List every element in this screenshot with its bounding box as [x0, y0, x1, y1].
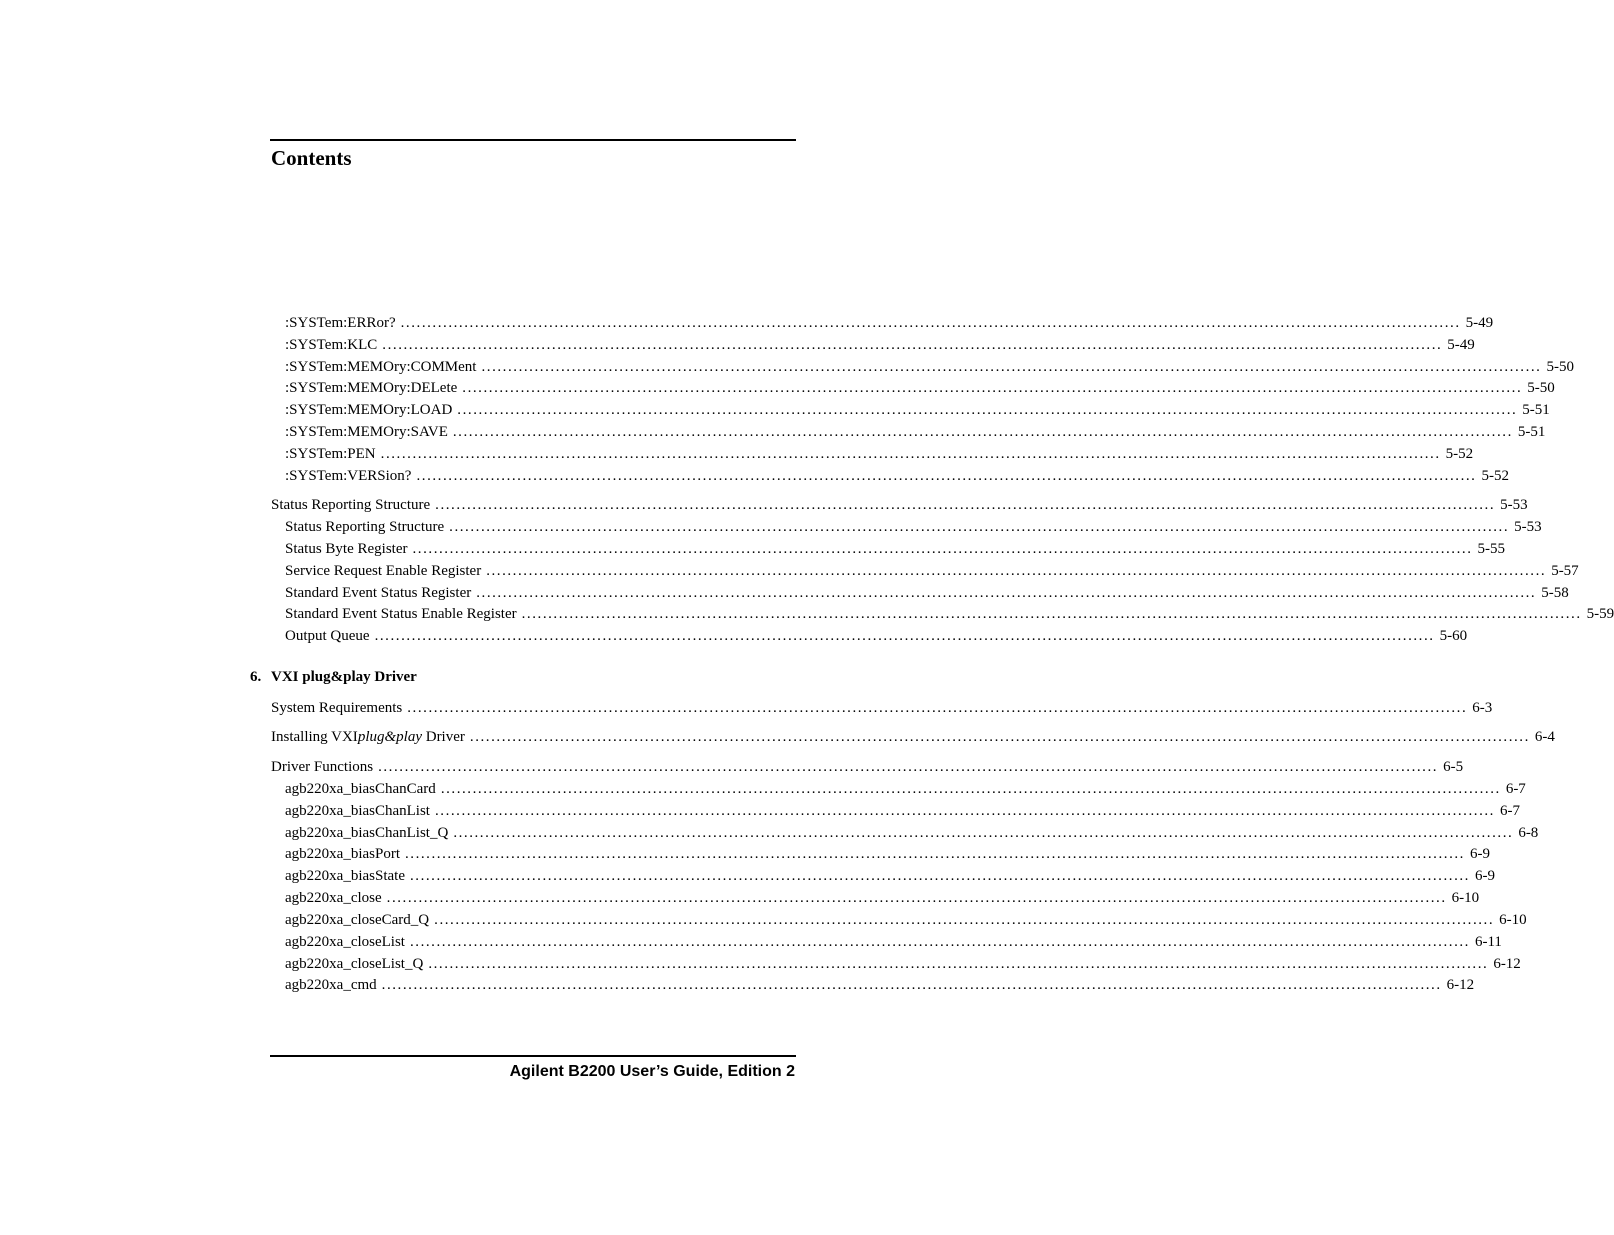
toc-entry-page: 5-52: [1481, 468, 1509, 484]
dot-leader: ........................................................................................................................................................................................................: [449, 519, 1510, 535]
toc-entry[interactable]: [285, 422, 1546, 442]
toc-entry[interactable]: [285, 583, 1569, 603]
toc-entry-page: 6-5: [1443, 759, 1464, 775]
dot-leader: ........................................................................................................................................................................................................: [380, 446, 1441, 462]
toc-entry-page: 6-3: [1472, 700, 1493, 716]
toc-entry-label: Status Reporting Structure: [271, 497, 431, 513]
toc-entry-page: 5-49: [1447, 337, 1475, 353]
dot-leader: ........................................................................................................................................................................................................: [486, 563, 1547, 579]
toc-entry[interactable]: [285, 779, 1526, 799]
toc-entry-label: agb220xa_biasChanList: [285, 803, 430, 819]
toc-entry-page: 5-51: [1522, 402, 1550, 418]
toc-section-entry[interactable]: [271, 757, 1464, 777]
dot-leader: ........................................................................................................................................................................................................: [434, 803, 1495, 819]
toc-entry-label: :SYSTem:ERRor?: [285, 315, 396, 331]
dot-leader: ........................................................................................................................................................................................................: [404, 846, 1465, 862]
toc-entry[interactable]: [285, 357, 1574, 377]
toc-entry-page: 5-55: [1477, 541, 1505, 557]
toc-entry[interactable]: [285, 801, 1520, 821]
toc-section-entry[interactable]: [271, 727, 1555, 747]
toc-entry-page: 5-51: [1517, 424, 1546, 440]
label-prefix: Installing VXI: [271, 729, 358, 745]
toc-entry-page: 6-9: [1469, 846, 1490, 862]
toc-entry-label: agb220xa_biasChanList_Q: [285, 825, 449, 841]
dot-leader: ........................................................................................................................................................................................................: [409, 868, 1470, 884]
toc-entry-label: :SYSTem:MEMOry:COMMent: [285, 359, 477, 375]
dot-leader: ........................................................................................................................................................................................................: [434, 912, 1495, 928]
toc-entry[interactable]: [285, 954, 1521, 974]
toc-entry-page: 5-57: [1551, 563, 1579, 579]
dot-leader: ........................................................................................................................................................................................................: [476, 585, 1537, 601]
dot-leader: ........................................................................................................................................................................................................: [400, 315, 1461, 331]
footer-title: Agilent B2200 User’s Guide, Edition 2: [509, 1063, 795, 1080]
dot-leader: ........................................................................................................................................................................................................: [435, 497, 1496, 513]
dot-leader: ........................................................................................................................................................................................................: [382, 337, 1443, 353]
toc-entry[interactable]: [285, 378, 1555, 398]
dot-leader: ........................................................................................................................................................................................................: [462, 380, 1523, 396]
toc-entry-label: Output Queue: [285, 628, 370, 644]
dot-leader: ........................................................................................................................................................................................................: [381, 977, 1442, 993]
dot-leader: ........................................................................................................................................................................................................: [521, 606, 1582, 622]
toc-entry[interactable]: [285, 844, 1490, 864]
toc-entry[interactable]: [285, 866, 1495, 886]
toc-entry[interactable]: [285, 444, 1474, 464]
toc-entry[interactable]: [285, 539, 1505, 559]
toc-entry-page: 6-12: [1493, 956, 1521, 972]
page-title: Contents: [271, 146, 352, 170]
dot-leader: ........................................................................................................................................................................................................: [412, 541, 1473, 557]
toc-entry-page: 5-50: [1527, 380, 1555, 396]
dot-leader: ........................................................................................................................................................................................................: [481, 359, 1542, 375]
dot-leader: ........................................................................................................................................................................................................: [407, 700, 1468, 716]
dot-leader: ........................................................................................................................................................................................................: [386, 890, 1447, 906]
toc-entry-page: 6-10: [1499, 912, 1527, 928]
toc-entry[interactable]: [285, 604, 1614, 624]
dot-leader: ........................................................................................................................................................................................................: [374, 628, 1435, 644]
toc-entry-label: :SYSTem:MEMOry:DELete: [285, 380, 458, 396]
toc-entry[interactable]: [285, 313, 1494, 333]
toc-entry-page: 5-58: [1541, 585, 1569, 601]
toc-entry[interactable]: [285, 335, 1475, 355]
toc-entry-label: Service Request Enable Register: [285, 563, 482, 579]
toc-entry-label: agb220xa_closeCard_Q: [285, 912, 430, 928]
toc-entry[interactable]: [285, 626, 1468, 646]
toc-entry[interactable]: [285, 466, 1509, 486]
toc-entry-label: [271, 727, 465, 747]
toc-entry-page: 6-4: [1534, 729, 1555, 745]
toc-entry-label: agb220xa_biasChanCard: [285, 781, 436, 797]
toc-entry-page: 6-9: [1474, 868, 1495, 884]
dot-leader: ........................................................................................................................................................................................................: [428, 956, 1489, 972]
toc-entry-page: 6-7: [1505, 781, 1526, 797]
dot-leader: ........................................................................................................................................................................................................: [378, 759, 1439, 775]
toc-entry-page: 5-49: [1465, 315, 1494, 331]
footer-rule: [270, 1055, 796, 1057]
chapter-heading[interactable]: [250, 667, 417, 687]
toc-entry-label: :SYSTem:MEMOry:SAVE: [285, 424, 448, 440]
toc-entry-label: Status Byte Register: [285, 541, 408, 557]
toc-entry-page: 6-11: [1474, 934, 1502, 950]
toc-entry[interactable]: [285, 823, 1539, 843]
toc-entry-label: agb220xa_cmd: [285, 977, 377, 993]
toc-entry-page: 6-7: [1499, 803, 1520, 819]
dot-leader: ........................................................................................................................................................................................................: [416, 468, 1477, 484]
toc-entry-page: 6-8: [1518, 825, 1539, 841]
toc-entry-label: agb220xa_closeList_Q: [285, 956, 424, 972]
toc-entry[interactable]: [285, 561, 1579, 581]
label-italic: plug&play: [357, 729, 422, 745]
toc-entry[interactable]: [285, 932, 1502, 952]
dot-leader: ........................................................................................................................................................................................................: [409, 934, 1470, 950]
dot-leader: ........................................................................................................................................................................................................: [440, 781, 1501, 797]
toc-entry-label: Standard Event Status Register: [285, 585, 472, 601]
toc-entry-label: :SYSTem:MEMOry:LOAD: [285, 402, 453, 418]
toc-entry[interactable]: [285, 400, 1550, 420]
toc-entry-label: agb220xa_biasState: [285, 868, 405, 884]
toc-entry-label: Driver Functions: [271, 759, 374, 775]
toc-entry-page: 5-50: [1546, 359, 1574, 375]
dot-leader: ........................................................................................................................................................................................................: [469, 729, 1530, 745]
toc-entry-page: 6-10: [1451, 890, 1480, 906]
toc-entry-page: 6-12: [1446, 977, 1475, 993]
toc-entry-page: 5-53: [1500, 497, 1528, 513]
toc-entry-page: 5-52: [1445, 446, 1474, 462]
chapter-title: VXI plug&play Driver: [271, 669, 417, 685]
toc-entry-label: agb220xa_closeList: [285, 934, 405, 950]
toc-entry-label: agb220xa_biasPort: [285, 846, 400, 862]
dot-leader: ........................................................................................................................................................................................................: [457, 402, 1518, 418]
toc-section-entry[interactable]: [271, 698, 1493, 718]
toc-entry-label: :SYSTem:VERSion?: [285, 468, 412, 484]
dot-leader: ........................................................................................................................................................................................................: [453, 825, 1514, 841]
header-rule: [270, 139, 796, 141]
toc-section-entry[interactable]: [271, 495, 1528, 515]
toc-entry[interactable]: [285, 517, 1542, 537]
toc-entry[interactable]: [285, 975, 1475, 995]
toc-entry-label: Status Reporting Structure: [285, 519, 445, 535]
toc-entry[interactable]: [285, 888, 1480, 908]
toc-entry-label: Standard Event Status Enable Register: [285, 606, 517, 622]
toc-entry-page: 5-59: [1586, 606, 1614, 622]
toc-entry-page: 5-53: [1514, 519, 1542, 535]
toc-entry-label: :SYSTem:KLC: [285, 337, 378, 353]
label-suffix: Driver: [421, 729, 465, 745]
dot-leader: ........................................................................................................................................................................................................: [452, 424, 1513, 440]
toc-entry-page: 5-60: [1439, 628, 1468, 644]
toc-entry-label: System Requirements: [271, 700, 403, 716]
toc-entry-label: :SYSTem:PEN: [285, 446, 376, 462]
toc-entry-label: agb220xa_close: [285, 890, 382, 906]
toc-entry[interactable]: [285, 910, 1527, 930]
chapter-number: 6.: [250, 669, 262, 685]
